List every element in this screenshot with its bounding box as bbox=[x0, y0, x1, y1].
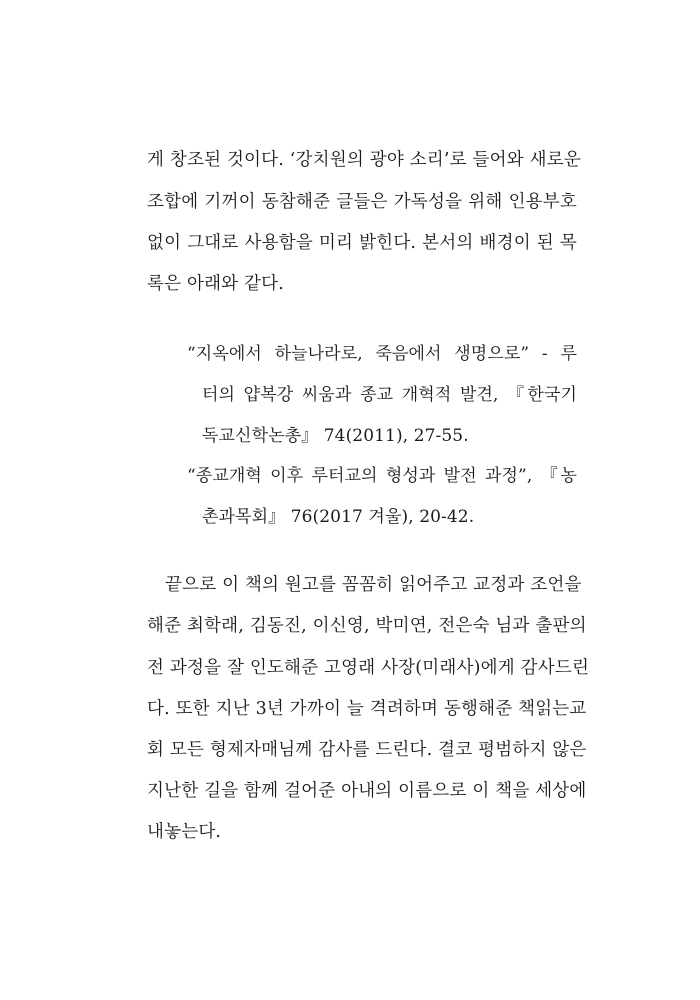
paragraph-1-line: 없이 그대로 사용함을 미리 밝힌다. 본서의 배경이 된 목 bbox=[147, 233, 577, 253]
reference-line: 촌과목회』 76(2017 겨울), 20-42. bbox=[202, 507, 475, 527]
reference-line: “종교개혁 이후 루터교의 형성과 발전 과정”, 『농 bbox=[187, 466, 577, 486]
paragraph-1-line: 게 창조된 것이다. ‘강치원의 광야 소리’로 들어와 새로운 bbox=[147, 150, 581, 170]
paragraph-2-line: 내놓는다. bbox=[147, 822, 222, 842]
paragraph-2-line: 끝으로 이 책의 원고를 꼼꼼히 읽어주고 교정과 조언을 bbox=[165, 575, 582, 595]
paragraph-2-line: 다. 또한 지난 3년 가까이 늘 격려하며 동행해준 책읽는교 bbox=[147, 699, 587, 719]
reference-line: 터의 얍복강 씨움과 종교 개혁적 발견, 『한국기 bbox=[202, 385, 577, 405]
paragraph-2-line: 해준 최학래, 김동진, 이신영, 박미연, 전은숙 님과 출판의 bbox=[147, 616, 587, 636]
paragraph-1-line: 록은 아래와 같다. bbox=[147, 274, 285, 294]
reference-line: “지옥에서 하늘나라로, 죽음에서 생명으로” - 루 bbox=[187, 344, 577, 364]
paragraph-2-line: 지난한 길을 함께 걸어준 아내의 이름으로 이 책을 세상에 bbox=[147, 781, 587, 801]
paragraph-2-line: 전 과정을 잘 인도해준 고영래 사장(미래사)에게 감사드린 bbox=[147, 658, 590, 678]
paragraph-1-line: 조합에 기꺼이 동참해준 글들은 가독성을 위해 인용부호 bbox=[147, 192, 577, 212]
paragraph-2-line: 회 모든 형제자매님께 감사를 드린다. 결코 평범하지 않은 bbox=[147, 740, 587, 760]
reference-line: 독교신학논총』 74(2011), 27-55. bbox=[202, 426, 469, 446]
